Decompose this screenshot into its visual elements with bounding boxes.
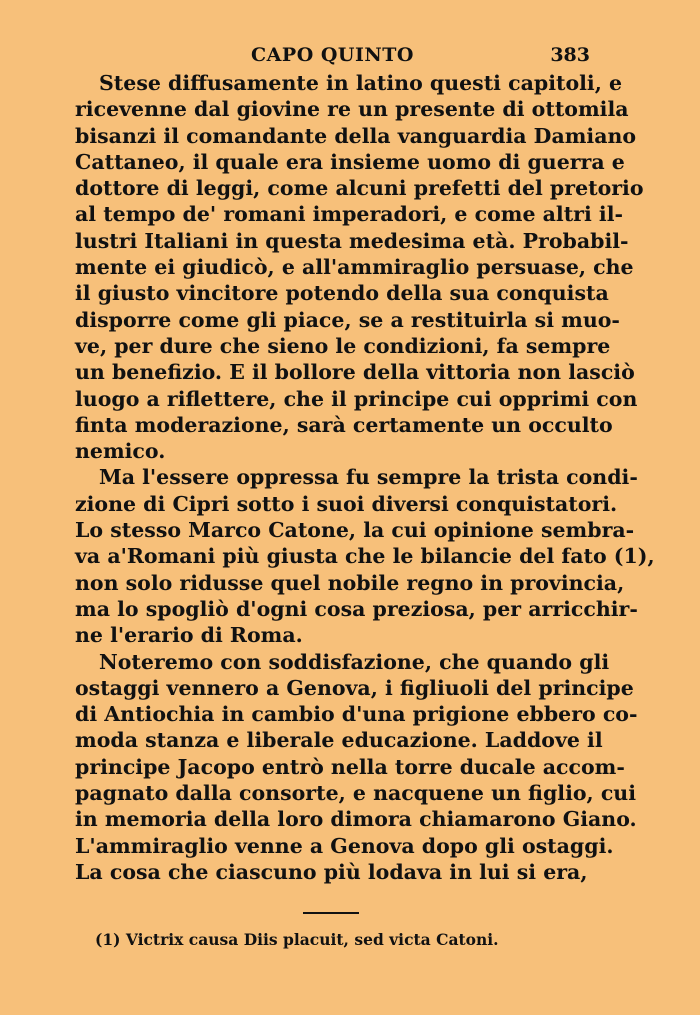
text-line: un benefizio. E il bollore della vittoria non lasciò <box>75 360 635 385</box>
text-line: al tempo de' romani imperadori, e come altri il- <box>75 202 623 227</box>
text-line: La cosa che ciascuno più lodava in lui si era, <box>75 859 588 884</box>
text-line: lustri Italiani in questa medesima età. Probabil- <box>75 228 629 253</box>
text-line: nemico. <box>75 439 166 464</box>
text-line: bisanzi il comandante della vanguardia Damiano <box>75 123 637 148</box>
chapter-title: CAPO QUINTO <box>251 44 414 66</box>
text-line: finta moderazione, sarà certamente un occulto <box>75 412 613 437</box>
text-line: luogo a riflettere, che il principe cui opprimi con <box>75 386 638 411</box>
text-line: principe Jacopo entrò nella torre ducale accom- <box>75 754 625 779</box>
text-line: va a'Romani più giusta che le bilancie del fato (1), <box>75 544 655 569</box>
text-line: Cattaneo, il quale era insieme uomo di guerra e <box>75 149 625 174</box>
text-line: mente ei giudicò, e all'ammiraglio persuase, che <box>75 255 634 280</box>
text-line: pagnato dalla consorte, e nacquene un figlio, cui <box>75 781 636 806</box>
text-line: L'ammiraglio venne a Genova dopo gli ostaggi. <box>75 833 614 858</box>
text-line: ne l'erario di Roma. <box>75 623 303 648</box>
text-line: in memoria della loro dimora chiamarono Giano. <box>75 807 637 832</box>
text-line: ma lo spogliò d'ogni cosa preziosa, per arricchir- <box>75 596 638 621</box>
page-number: 383 <box>550 44 590 66</box>
text-line: moda stanza e liberale educazione. Laddove il <box>75 728 603 753</box>
text-line: Lo stesso Marco Catone, la cui opinione sembra- <box>75 518 635 543</box>
text-line: non solo ridusse quel nobile regno in provincia, <box>75 570 625 595</box>
footnote: (1) Victrix causa Diis placuit, sed victa Catoni. <box>95 930 499 949</box>
text-line: ricevenne dal giovine re un presente di ottomila <box>75 97 629 122</box>
text-line: disporre come gli piace, se a restituirla si muo- <box>75 307 620 332</box>
footnote-separator <box>303 912 359 914</box>
text-line: Noteremo con soddisfazione, che quando gli <box>99 649 610 674</box>
text-line: ve, per dure che sieno le condizioni, fa sempre <box>75 333 611 358</box>
text-line: zione di Cipri sotto i suoi diversi conquistatori. <box>75 491 618 516</box>
body-text <box>75 70 655 885</box>
text-line: ostaggi vennero a Genova, i figliuoli del principe <box>75 675 634 700</box>
text-line: di Antiochia in cambio d'una prigione ebbero co- <box>75 702 638 727</box>
text-line: Stese diffusamente in latino questi capitoli, e <box>99 71 623 95</box>
text-line: Ma l'essere oppressa fu sempre la trista condi- <box>99 465 638 490</box>
text-line: dottore di leggi, come alcuni prefetti del pretorio <box>75 176 644 201</box>
text-line: il giusto vincitore potendo della sua conquista <box>75 281 609 306</box>
